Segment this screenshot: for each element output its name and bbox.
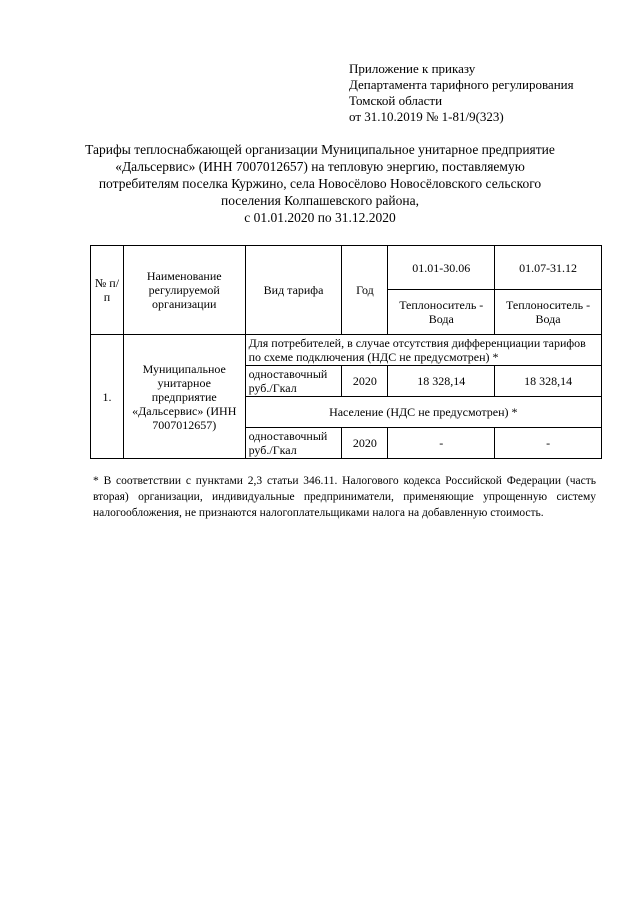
title-line-3: потребителям поселка Куржино, села Новосёлово Новосёловского сельского bbox=[98, 176, 542, 191]
section-population: Население (НДС не предусмотрен) * bbox=[245, 397, 601, 428]
header-carrier-2: Теплоноситель - Вода bbox=[495, 290, 602, 335]
cell-tariff-type: одноставочный руб./Гкал bbox=[245, 428, 342, 459]
appendix-line-3: Томской области bbox=[349, 93, 443, 108]
header-row-1 bbox=[91, 246, 602, 290]
cell-year: 2020 bbox=[342, 366, 388, 397]
cell-value-period-2: - bbox=[495, 428, 602, 459]
section-consumers: Для потребителей, в случае отсутствия дифференциации тарифов по схеме подключения (НДС не предусмотрен) * bbox=[245, 335, 601, 366]
title-line-5: с 01.01.2020 по 31.12.2020 bbox=[244, 210, 396, 225]
cell-num: 1. bbox=[91, 335, 124, 459]
title-line-1: Тарифы теплоснабжающей организации Муниципальное унитарное предприятие bbox=[85, 142, 555, 157]
header-carrier-1: Теплоноситель - Вода bbox=[388, 290, 495, 335]
cell-tariff-type: одноставочный руб./Гкал bbox=[245, 366, 342, 397]
document-title bbox=[60, 141, 580, 226]
header-year: Год bbox=[342, 246, 388, 335]
cell-year: 2020 bbox=[342, 428, 388, 459]
appendix-line-2: Департамента тарифного регулирования bbox=[349, 77, 574, 92]
cell-value-period-1: - bbox=[388, 428, 495, 459]
header-tariff-type: Вид тарифа bbox=[245, 246, 342, 335]
header-period-2: 01.07-31.12 bbox=[495, 246, 602, 290]
appendix-header bbox=[349, 61, 619, 125]
title-line-4: поселения Колпашевского района, bbox=[220, 193, 419, 208]
header-period-1: 01.01-30.06 bbox=[388, 246, 495, 290]
tariff-table bbox=[90, 245, 602, 459]
header-num: № п/п bbox=[91, 246, 124, 335]
cell-org: Муниципальное унитарное предприятие «Дальсервис» (ИНН 7007012657) bbox=[123, 335, 245, 459]
cell-value-period-1: 18 328,14 bbox=[388, 366, 495, 397]
appendix-line-1: Приложение к приказу bbox=[349, 61, 476, 76]
footnote: * В соответствии с пунктами 2,3 статьи 346.11. Налогового кодекса Российской Федерации (часть вторая) организации, индивидуальные предприниматели, применяющие упрощенную систему налогообложения, не признаются налогоплательщиками налога на добавленную стоимость. bbox=[93, 475, 596, 519]
appendix-line-4: от 31.10.2019 № 1-81/9(323) bbox=[349, 109, 504, 124]
title-line-2: «Дальсервис» (ИНН 7007012657) на тепловую энергию, поставляемую bbox=[115, 159, 525, 174]
section-row-1 bbox=[91, 335, 602, 366]
header-org: Наименование регулируемой организации bbox=[123, 246, 245, 335]
cell-value-period-2: 18 328,14 bbox=[495, 366, 602, 397]
